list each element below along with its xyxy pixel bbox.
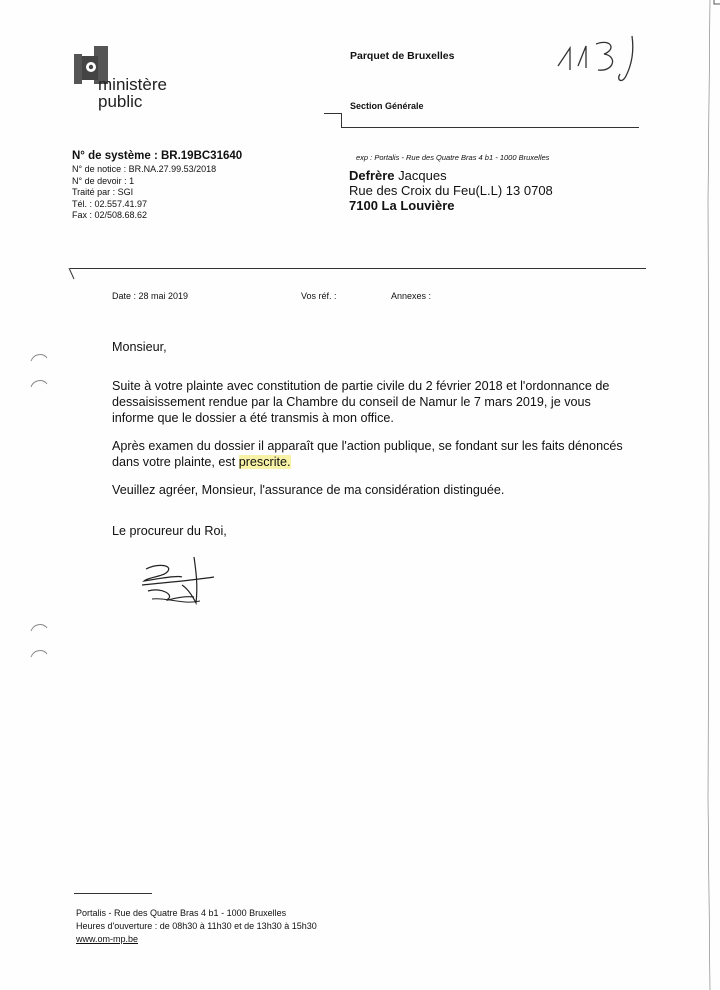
section-rule: [324, 113, 342, 114]
paragraph-1: [112, 378, 652, 426]
handled-by: Traité par : SGI: [72, 187, 134, 198]
paragraph-2-line-1: Après examen du dossier il apparaît que l'action publique, se fondant sur les faits dénoncés: [112, 439, 623, 453]
handwritten-number: [556, 30, 646, 90]
duty-number: N° de devoir : 1: [72, 175, 135, 186]
letter-date: Date : 28 mai 2019: [112, 291, 189, 301]
punch-hole-icon: [30, 622, 48, 632]
logo-line-1: ministère: [98, 75, 167, 94]
file-meta: [72, 164, 216, 222]
sender-line: exp : Portalis - Rue des Quatre Bras 4 b1 - 1000 Bruxelles: [356, 153, 550, 162]
separator-tick-icon: [68, 268, 78, 280]
your-reference: Vos réf. :: [301, 291, 337, 301]
recipient-first-name: Jacques: [394, 168, 447, 183]
paragraph-1-line-1: Suite à votre plainte avec constitution de partie civile du 2 février 2018 et l'ordonnance de: [112, 379, 610, 393]
section-name: Section Générale: [350, 101, 424, 111]
salutation: Monsieur,: [112, 340, 167, 354]
recipient-street: Rue des Croix du Feu(L.L) 13 0708: [349, 183, 553, 198]
signature-icon: [138, 555, 220, 607]
footer-rule: [74, 893, 152, 894]
recipient-city: 7100 La Louvière: [349, 198, 455, 213]
section-rule-long: [341, 127, 639, 128]
scan-edge: [700, 0, 720, 990]
signature-title: Le procureur du Roi,: [112, 524, 227, 538]
system-number: N° de système : BR.19BC31640: [72, 150, 243, 162]
paragraph-2-line-2: [112, 454, 652, 470]
paragraph-1-line-3: informe que le dossier a été transmis à mon office.: [112, 411, 394, 425]
section-rule-vertical: [341, 113, 342, 128]
footer-hours: Heures d'ouverture : de 08h30 à 11h30 et de 13h30 à 15h30: [76, 921, 317, 931]
paragraph-2-line-2-text: dans votre plainte, est: [112, 455, 239, 469]
recipient-surname: Defrère: [349, 168, 395, 183]
phone-number: Tél. : 02.557.41.97: [72, 198, 148, 209]
highlighted-word: prescrite.: [238, 455, 291, 469]
fax-number: Fax : 02/508.68.62: [72, 210, 148, 221]
footer-website-link[interactable]: www.om-mp.be: [76, 934, 139, 944]
footer-address: Portalis - Rue des Quatre Bras 4 b1 - 1000 Bruxelles: [76, 908, 287, 918]
logo-line-2: public: [98, 92, 143, 111]
logo-wordmark: [98, 76, 167, 110]
annexes: Annexes :: [391, 291, 432, 301]
punch-hole-icon: [30, 378, 48, 388]
office-name: Parquet de Bruxelles: [350, 50, 455, 62]
recipient-address: [349, 168, 553, 213]
footer: [76, 907, 317, 946]
paragraph-3: Veuillez agréer, Monsieur, l'assurance de ma considération distinguée.: [112, 483, 505, 497]
paragraph-1-line-2: dessaisissement rendue par la Chambre du conseil de Namur le 7 mars 2019, je vous: [112, 395, 591, 409]
paragraph-2: [112, 438, 652, 470]
recipient-name: [349, 168, 553, 183]
notice-number: N° de notice : BR.NA.27.99.53/2018: [72, 164, 217, 174]
separator-rule: [70, 268, 646, 269]
punch-hole-icon: [30, 352, 48, 362]
punch-hole-icon: [30, 648, 48, 658]
